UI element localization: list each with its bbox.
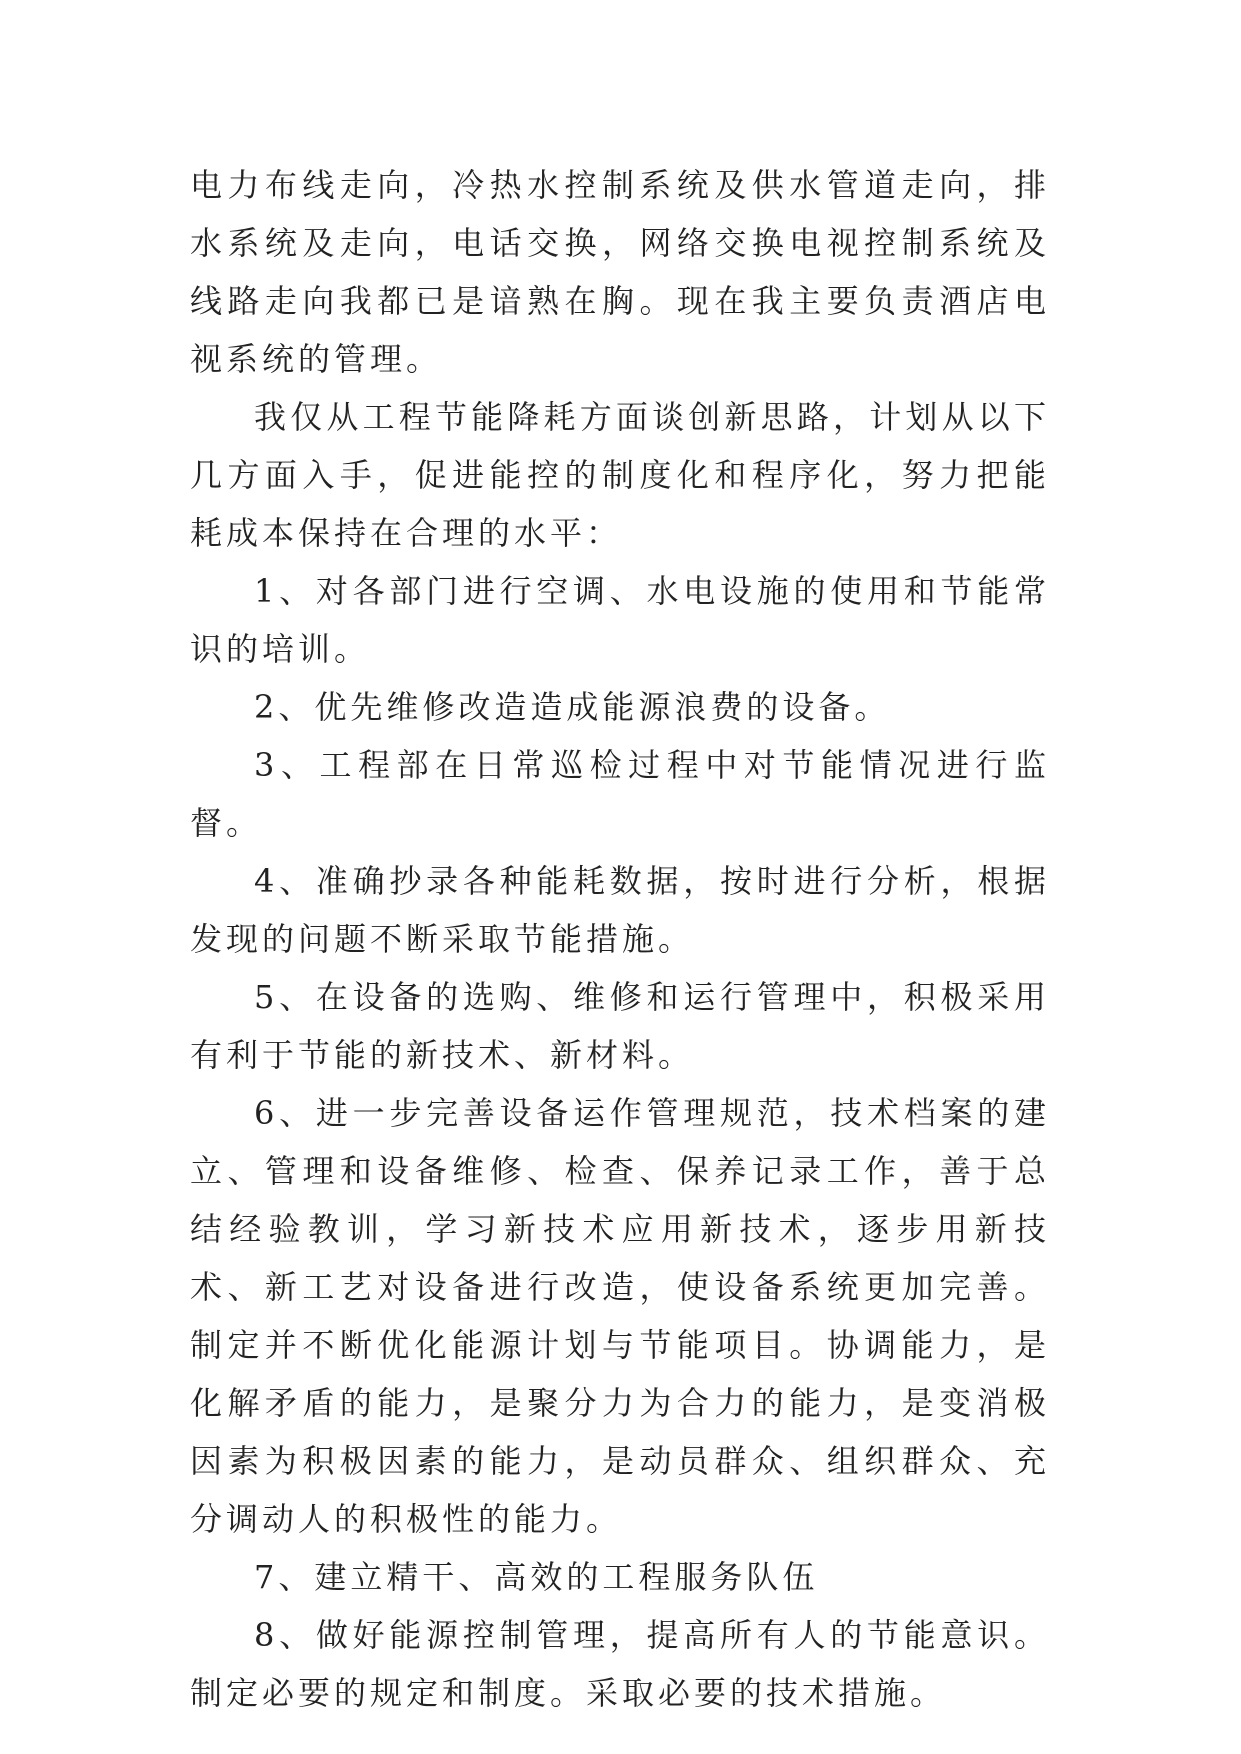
list-item-7: 7、建立精干、高效的工程服务队伍 xyxy=(254,1558,819,1596)
list-item-1: 1、对各部门进行空调、水电设施的使用和节能常识的培训。 xyxy=(190,572,1050,668)
document-body xyxy=(190,156,1050,1722)
list-item-5: 5、在设备的选购、维修和运行管理中，积极采用有利于节能的新技术、新材料。 xyxy=(190,978,1050,1074)
list-item-4: 4、准确抄录各种能耗数据，按时进行分析，根据发现的问题不断采取节能措施。 xyxy=(190,862,1050,958)
list-item-8: 8、做好能源控制管理，提高所有人的节能意识。制定必要的规定和制度。采取必要的技术措施。 xyxy=(190,1616,1050,1712)
list-item-3: 3、工程部在日常巡检过程中对节能情况进行监督。 xyxy=(190,746,1050,842)
paragraph-continuation: 电力布线走向，冷热水控制系统及供水管道走向，排水系统及走向，电话交换，网络交换电视控制系统及线路走向我都已是谙熟在胸。现在我主要负责酒店电视系统的管理。 xyxy=(190,166,1050,378)
list-item-6: 6、进一步完善设备运作管理规范，技术档案的建立、管理和设备维修、检查、保养记录工作，善于总结经验教训，学习新技术应用新技术，逐步用新技术、新工艺对设备进行改造，使设备系统更加完善。制定并不断优化能源计划与节能项目。协调能力，是化解矛盾的能力，是聚分力为合力的能力，是变消极因素为积极因素的能力，是动员群众、组织群众、充分调动人的积极性的能力。 xyxy=(190,1094,1050,1538)
list-item-2: 2、优先维修改造造成能源浪费的设备。 xyxy=(254,688,891,726)
paragraph-intro: 我仅从工程节能降耗方面谈创新思路，计划从以下几方面入手，促进能控的制度化和程序化，努力把能耗成本保持在合理的水平： xyxy=(190,398,1050,552)
